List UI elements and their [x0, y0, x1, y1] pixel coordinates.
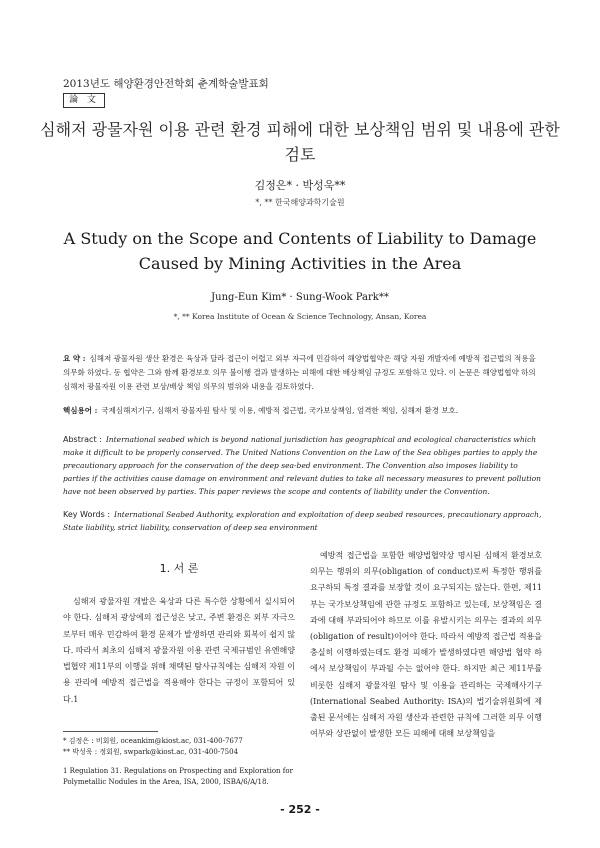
affiliation-english: *, ** Korea Institute of Ocean & Science Technology, Ansan, Korea: [173, 312, 427, 321]
abstract-english-text: International seabed which is beyond national jurisdiction has geographical and ecological characteristics which make it difficult to be properly conserved. The United Nations Convention on the Law of the Sea obliges parties to apply the precautionary approach for the conservation of the deep sea-bed environment. The Convention also imposes liability to parties if the activities cause damage on environment and relevant duties to take all necessary measures to prevent pollution have not been observed by parties. This paper reviews the scope and contents of liability under the Convention.: [63, 435, 541, 496]
section-heading: 1. 서 론: [159, 562, 199, 575]
abstract-english: [63, 433, 543, 498]
keywords-korean-label: 핵심용어 :: [63, 406, 98, 415]
intro-paragraph-left: 심해저 광물자원 개발은 육상과 다른 특수한 상황에서 실시되어야 한다. 심해저 광상에의 접근성은 낮고, 주변 환경은 외부 자극으로부터 매우 민감하여 환경 문제가 발생하면 관리와 회복이 쉽지 않다. 따라서 최초의 심해저 광물자원 이용 관련 국제규범인 유엔해양법협약 제11부의 이행을 위해 채택된 탐사규칙에는 심해저 자원 이용 관리에 예방적 접근법을 적용해야 한다는 규정이 포함되어 있다.1: [63, 597, 295, 704]
keywords-korean: [63, 404, 543, 418]
page-number: - 252 -: [280, 803, 320, 816]
keywords-english-label: Key Words :: [63, 510, 111, 519]
abstract-english-label: Abstract :: [63, 435, 102, 444]
keywords-korean-text: 국제심해저기구, 심해저 광물자원 탐사 및 이용, 예방적 접근법, 국가보상책임, 엄격한 책임, 심해저 환경 보호.: [101, 406, 459, 415]
authors-korean: 김정은* · 박성욱**: [254, 179, 346, 192]
journal-header: 2013년도 해양환경안전학회 춘계학술발표회: [63, 78, 269, 90]
footnote-author1: * 김정은 : 비회원, oceankim@kiost.ac, 031-400-7677: [63, 737, 243, 745]
footnotes: [63, 736, 295, 788]
left-column: [63, 560, 295, 708]
intro-paragraph-right: 예방적 접근법을 포함한 해양법협약상 명시된 심해저 환경보호 의무는 행위의 의무(obligation of conduct)로써 특정한 행위를 요구하되 특정 결과를 보장할 것이 요구되지는 않는다. 한편, 제11부는 국가보상책임에 관한 규정도 포함하고 있는데, 보상책임은 결과에 대해 부과되어야 하므로 이를 유발시키는 의무는 결과의 의무(obligation of result)이어야 한다. 따라서 예방적 접근법 적용을 충실히 이행하였는데도 환경 피해가 발생하였다면 해양법 협약 하에서 보상책임이 부과될 수는 없어야 한다. 하지만 최근 제11부를 비롯한 심해저 광물자원 탐사 및 이용을 관리하는 국제해사기구(International Seabed Authority: ISA)의 법기술위원회에 제출된 문서에는 심해저 자원 생산과 관련한 규칙에 그러한 의무 이행 여부와 상관없이 발생한 모든 피해에 대해 보상책임을: [310, 551, 542, 739]
abstract-korean-text: 심해저 광물자원 생산 환경은 육상과 달라 접근이 어렵고 외부 자극에 민감하여 해양법협약은 해당 자원 개발자에 예방적 접근법의 적용을 의무화 하였다. 동 협약은 그와 함께 환경보호 의무 불이행 결과 발생하는 피해에 대한 배상책임 규정도 포함하고 있다. 이 논문은 해양법협약 하의 심해저 광물자원 이용 관련 보상/배상 책임 의무의 범위와 내용을 검토하였다.: [63, 354, 536, 391]
footnote-divider: [63, 731, 158, 732]
paper-type-tag: 論 文: [63, 93, 105, 108]
title-korean: 심해저 광물자원 이용 관련 환경 피해에 대한 보상책임 범위 및 내용에 관한 검토: [40, 120, 560, 164]
right-column: [310, 548, 542, 742]
affiliation-korean: *, ** 한국해양과학기술원: [255, 198, 345, 207]
abstract-korean-label: 요 약 :: [63, 354, 86, 363]
keywords-english-text: International Seabed Authority, exploration and exploitation of deep seabed resources, precautionary approach, State liability, strict liability, conservation of deep sea environment: [63, 510, 542, 532]
authors-english: Jung-Eun Kim* · Sung-Wook Park**: [211, 292, 389, 303]
abstract-korean: [63, 352, 543, 394]
title-english: A Study on the Scope and Contents of Liability to Damage Caused by Mining Activities in the Area: [63, 229, 537, 273]
footnote-author2: ** 박성욱 : 정회원, swpark@kiost.ac, 031-400-7504: [63, 748, 239, 756]
keywords-english: [63, 508, 543, 534]
footnote-1: 1 Regulation 31. Regulations on Prospecting and Exploration for Polymetallic Nodules in the Area, ISA, 2000, ISBA/6/A/18.: [63, 767, 293, 786]
